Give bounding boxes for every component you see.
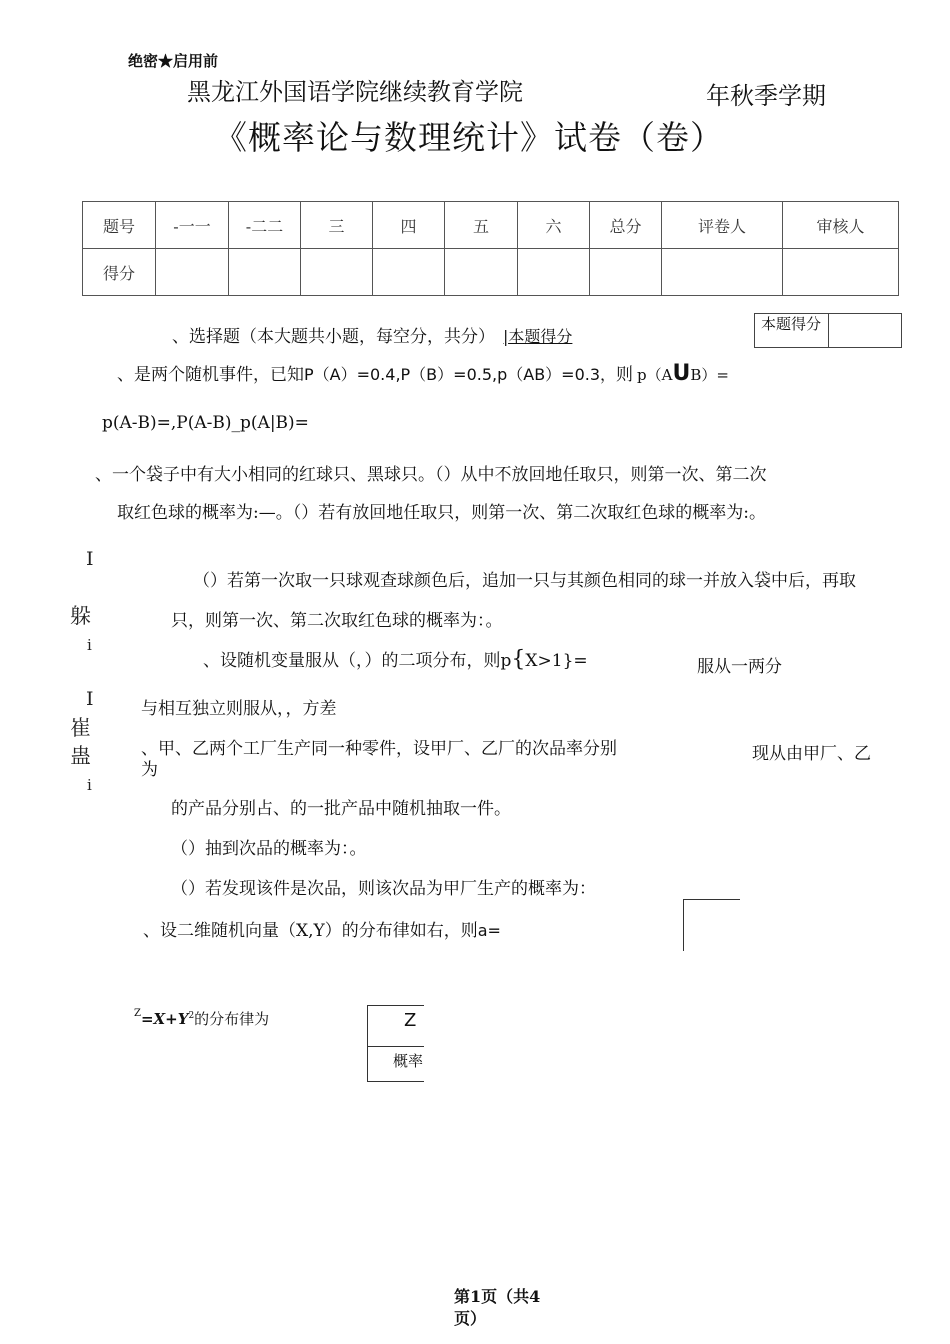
score-table-header-row xyxy=(83,202,899,249)
z-symbol: Z xyxy=(134,1008,141,1019)
q1-suffix-c: B）= xyxy=(690,366,729,384)
question-4-right-cut: 现从由甲厂、乙 xyxy=(752,744,871,764)
section-score-box-label: 本题得分 xyxy=(755,314,829,347)
score-row-label: 得分 xyxy=(83,249,156,296)
margin-mark: i xyxy=(87,776,92,794)
score-table-score-row xyxy=(83,249,899,296)
section-score-note: |本题得分 xyxy=(503,327,573,346)
q1-prefix: 、是两个随机事件，已知 xyxy=(117,365,304,385)
question-2-line-3: （）若第一次取一只球观查球颜色后，追加一只与其颜色相同的球一并放入袋中后，再取 xyxy=(193,571,856,591)
score-header-cell: -二二 xyxy=(229,202,301,249)
score-cell[interactable] xyxy=(445,249,518,296)
q5-text: 、设二维随机向量（X,Y）的分布律如右，则 xyxy=(143,921,478,941)
q5-a: a= xyxy=(477,921,501,940)
union-symbol: U xyxy=(672,361,691,386)
score-header-cell: 审核人 xyxy=(783,202,899,249)
score-cell[interactable] xyxy=(229,249,301,296)
score-cell[interactable] xyxy=(156,249,229,296)
question-3-line-2: 与相互独立则服从，，方差 xyxy=(141,699,337,719)
score-header-cell: 三 xyxy=(301,202,373,249)
question-2-line-1: 、一个袋子中有大小相同的红球只、黑球只。（）从中不放回地任取只，则第一次、第二次 xyxy=(95,465,767,485)
q1-suffix-a: 则 xyxy=(616,365,634,385)
question-5-line-1 xyxy=(143,916,501,941)
q3-brace-open: { xyxy=(511,647,526,672)
score-header-cell: -一一 xyxy=(156,202,229,249)
semester-label: 年秋季学期 xyxy=(706,82,826,110)
score-cell[interactable] xyxy=(783,249,899,296)
z-table-prob-label: 概率 xyxy=(393,1052,424,1070)
margin-mark: 蛊 xyxy=(70,744,91,768)
z-table-header: Z xyxy=(404,1010,417,1031)
score-cell[interactable] xyxy=(662,249,783,296)
question-3-right-cut: 服从一两分 xyxy=(697,657,782,677)
section-heading-text: 、选择题（本大题共小题，每空分，共分） xyxy=(172,327,495,347)
section-heading xyxy=(172,322,586,347)
q3-expr: X>1 xyxy=(525,651,563,671)
question-1-line-1 xyxy=(117,360,729,386)
margin-mark: 崔 xyxy=(70,716,91,740)
question-4-line-1-wrap: 为 xyxy=(141,760,158,780)
page-title: 《概率论与数理统计》试卷（卷） xyxy=(214,118,724,157)
question-4-line-2: 的产品分别占、的一批产品中随机抽取一件。 xyxy=(171,799,511,819)
q3-text: 、设随机变量服从（，）的二项分布，则 xyxy=(203,651,501,671)
z-expr: =X+Y xyxy=(140,1010,189,1028)
q1-suffix-b: p（A xyxy=(637,366,673,384)
question-4-line-3: （）抽到次品的概率为：。 xyxy=(171,839,367,859)
score-cell[interactable] xyxy=(590,249,662,296)
score-header-cell: 六 xyxy=(518,202,590,249)
section-score-box xyxy=(754,313,902,348)
question-4-line-4: （）若发现该件是次品，则该次品为甲厂生产的概率为： xyxy=(171,879,596,899)
q3-p: p xyxy=(500,651,512,671)
margin-mark: i xyxy=(87,636,92,654)
question-5-z-label xyxy=(134,1008,294,1028)
question-3-line-1 xyxy=(203,646,588,672)
question-2-line-4: 只，则第一次、第二次取红色球的概率为：。 xyxy=(171,611,503,631)
score-header-cell: 五 xyxy=(445,202,518,249)
margin-mark: I xyxy=(86,548,94,570)
z-text: 的分布律为 xyxy=(194,1010,270,1028)
z-exponent: 2 xyxy=(188,1011,195,1021)
secret-mark: 绝密★启用前 xyxy=(128,52,219,70)
page-footer: 第1页（共4页） xyxy=(454,1287,541,1328)
q3-expr-close: }= xyxy=(562,651,588,671)
score-cell[interactable] xyxy=(373,249,445,296)
score-header-cell: 四 xyxy=(373,202,445,249)
q1-formula: P（A）=0.4,P（B）=0.5,p（AB）=0.3， xyxy=(304,365,617,384)
score-header-cell: 评卷人 xyxy=(662,202,783,249)
school-name: 黑龙江外国语学院继续教育学院 xyxy=(187,78,523,106)
score-header-cell: 总分 xyxy=(590,202,662,249)
score-cell[interactable] xyxy=(301,249,373,296)
question-2-line-2: 取红色球的概率为:—。（）若有放回地任取只，则第一次、第二次取红色球的概率为:。 xyxy=(117,503,766,523)
z-distribution-table xyxy=(367,1005,424,1082)
question-4-line-1: 、甲、乙两个工厂生产同一种零件，设甲厂、乙厂的次品率分别 xyxy=(141,739,617,759)
distribution-table-frame xyxy=(683,899,740,951)
question-1-line-2: p(A-B)=,P(A-B)_p(A|B)= xyxy=(102,413,309,433)
score-header-cell: 题号 xyxy=(83,202,156,249)
score-cell[interactable] xyxy=(518,249,590,296)
margin-mark: 躲 xyxy=(70,604,91,628)
margin-mark: I xyxy=(86,688,94,710)
score-table xyxy=(82,201,899,296)
